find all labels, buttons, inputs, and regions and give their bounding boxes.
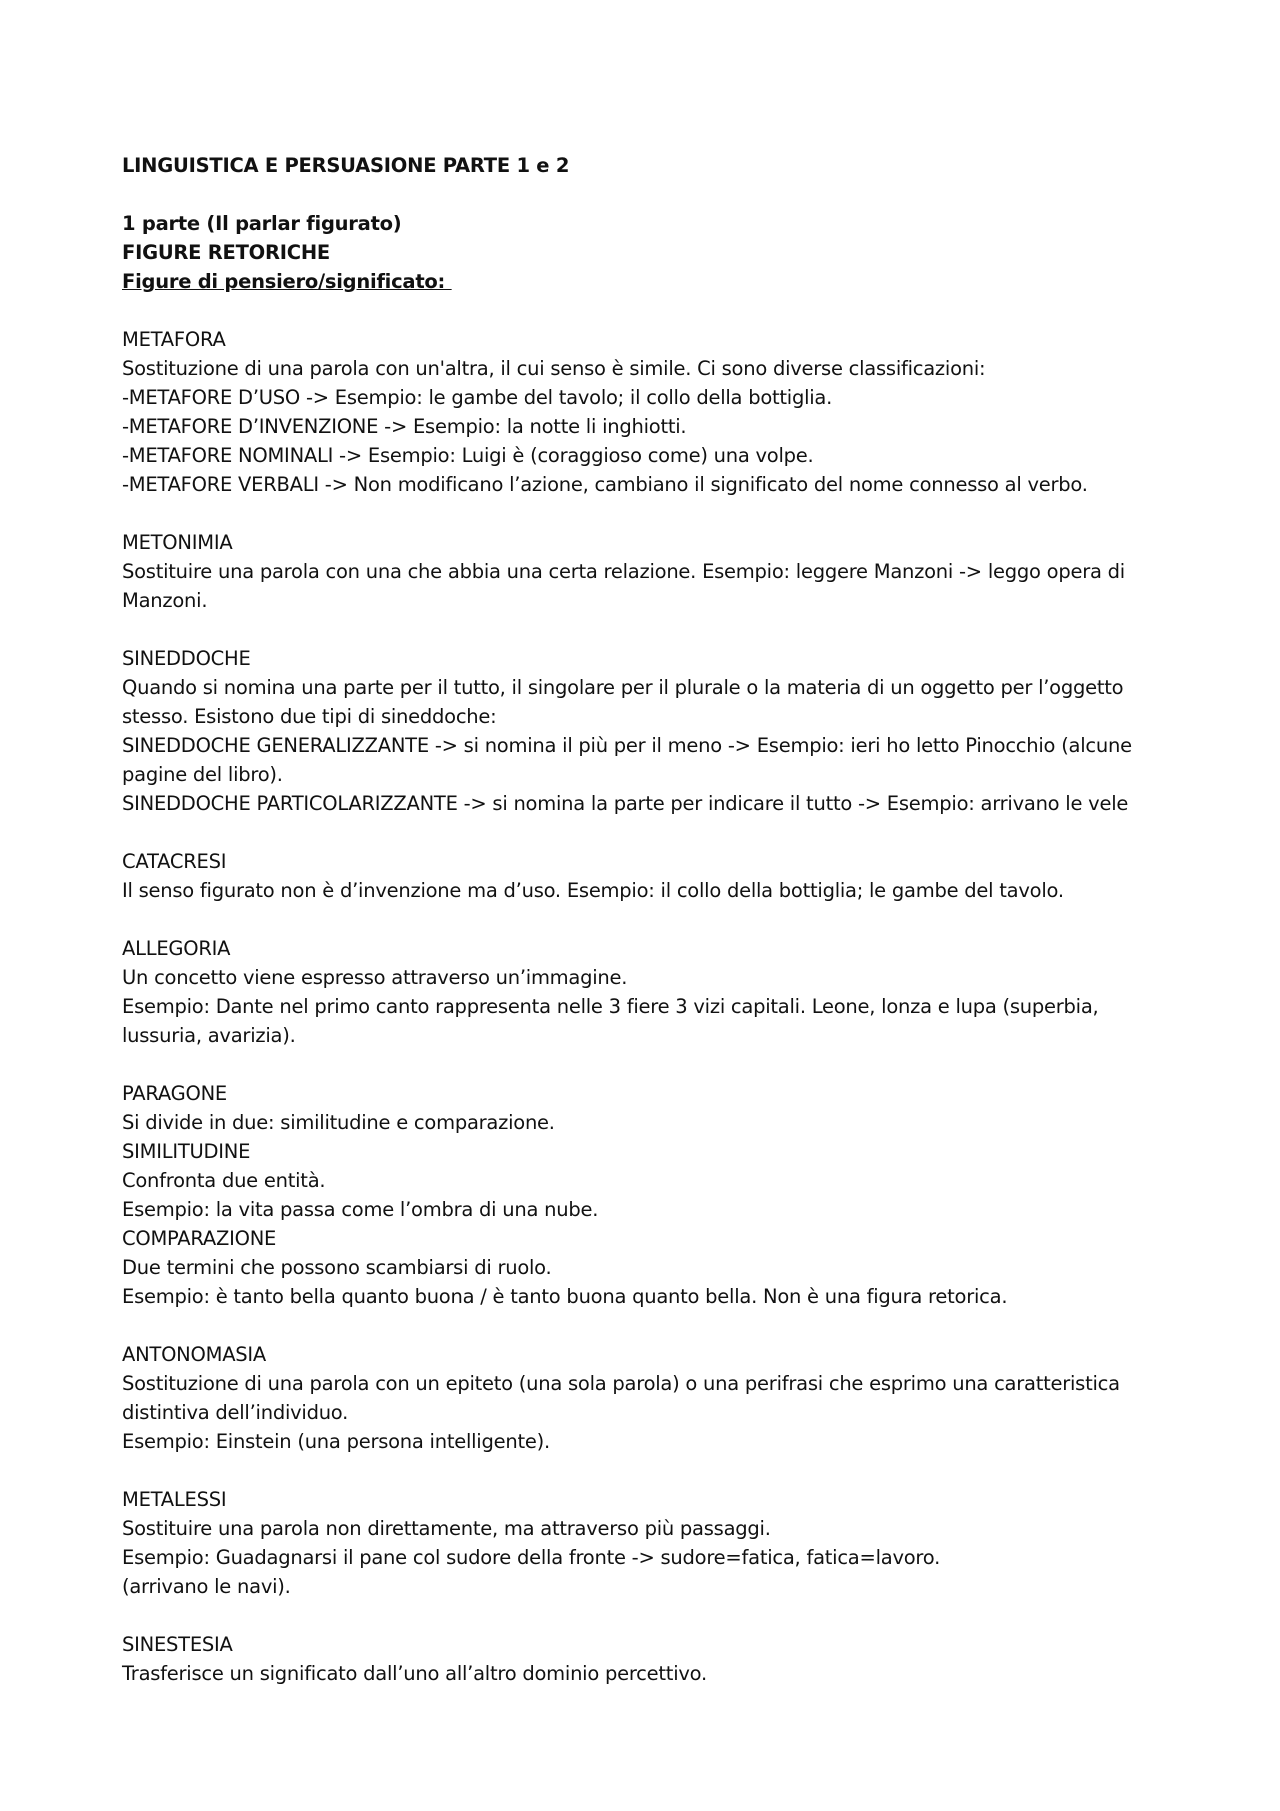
paragraph-line: (arrivano le navi). (122, 1575, 291, 1598)
section-metalessi (122, 1485, 1142, 1601)
section-title: METAFORA (122, 328, 226, 351)
paragraph-line: Quando si nomina una parte per il tutto, il singolare per il plurale o la materia di un oggetto per l’oggetto stesso. Esistono due tipi di sineddoche: (122, 676, 1124, 728)
section-paragone (122, 1079, 1142, 1311)
paragraph-line: -METAFORE D’INVENZIONE -> Esempio: la notte li inghiotti. (122, 415, 687, 438)
section-title: SINEDDOCHE (122, 647, 251, 670)
section-title: ANTONOMASIA (122, 1343, 267, 1366)
document-body (122, 151, 1142, 1688)
paragraph-line: Un concetto viene espresso attraverso un’immagine. (122, 966, 628, 989)
paragraph-line: Confronta due entità. (122, 1169, 326, 1192)
subsection-title: COMPARAZIONE (122, 1227, 277, 1250)
part-heading: 1 parte (Il parlar figurato) (122, 212, 402, 235)
paragraph-line: Trasferisce un significato dall’uno all’altro dominio percettivo. (122, 1662, 707, 1685)
subsection-title: SIMILITUDINE (122, 1140, 251, 1163)
section-title: METONIMIA (122, 531, 233, 554)
section-metafora (122, 325, 1142, 499)
section-metonimia (122, 528, 1142, 615)
paragraph-line: Si divide in due: similitudine e comparazione. (122, 1111, 555, 1134)
paragraph-line: Esempio: Dante nel primo canto rappresenta nelle 3 fiere 3 vizi capitali. Leone, lonza e lupa (superbia, lussuria, avarizia). (122, 995, 1099, 1047)
paragraph-line: -METAFORE VERBALI -> Non modificano l’azione, cambiano il significato del nome connesso al verbo. (122, 473, 1088, 496)
paragraph-line: Esempio: Einstein (una persona intelligente). (122, 1430, 550, 1453)
section-sineddoche (122, 644, 1142, 818)
paragraph-line: Il senso figurato non è d’invenzione ma d’uso. Esempio: il collo della bottiglia; le gambe del tavolo. (122, 879, 1064, 902)
paragraph-line: Sostituzione di una parola con un epiteto (una sola parola) o una perifrasi che esprimo una caratteristica distintiva dell’individuo. (122, 1372, 1120, 1424)
paragraph-line: -METAFORE D’USO -> Esempio: le gambe del tavolo; il collo della bottiglia. (122, 386, 833, 409)
section-title: SINESTESIA (122, 1633, 233, 1656)
section-title: ALLEGORIA (122, 937, 231, 960)
document-title: LINGUISTICA E PERSUASIONE PARTE 1 e 2 (122, 154, 570, 177)
paragraph-line: Esempio: la vita passa come l’ombra di una nube. (122, 1198, 599, 1221)
section-antonomasia (122, 1340, 1142, 1456)
paragraph-line: Sostituire una parola con una che abbia una certa relazione. Esempio: leggere Manzoni -> leggo opera di Manzoni. (122, 560, 1125, 612)
paragraph-line: Due termini che possono scambiarsi di ruolo. (122, 1256, 552, 1279)
paragraph-line: -METAFORE NOMINALI -> Esempio: Luigi è (coraggioso come) una volpe. (122, 444, 814, 467)
section-allegoria (122, 934, 1142, 1050)
subsection-heading: Figure di pensiero/significato: (122, 270, 452, 293)
section-title: PARAGONE (122, 1082, 227, 1105)
paragraph-line: SINEDDOCHE GENERALIZZANTE -> si nomina il più per il meno -> Esempio: ieri ho letto Pinocchio (alcune pagine del libro). (122, 734, 1132, 786)
paragraph-line: Esempio: Guadagnarsi il pane col sudore della fronte -> sudore=fatica, fatica=lavoro. (122, 1546, 941, 1569)
paragraph-line: Sostituzione di una parola con un'altra, il cui senso è simile. Ci sono diverse classificazioni: (122, 357, 986, 380)
section-catacresi (122, 847, 1142, 905)
paragraph-line: SINEDDOCHE PARTICOLARIZZANTE -> si nomina la parte per indicare il tutto -> Esempio: arrivano le vele (122, 792, 1129, 815)
section-title: METALESSI (122, 1488, 227, 1511)
section-heading: FIGURE RETORICHE (122, 241, 330, 264)
section-sinestesia (122, 1630, 1142, 1688)
paragraph-line: Sostituire una parola non direttamente, ma attraverso più passaggi. (122, 1517, 771, 1540)
paragraph-line: Esempio: è tanto bella quanto buona / è tanto buona quanto bella. Non è una figura retorica. (122, 1285, 1008, 1308)
section-title: CATACRESI (122, 850, 227, 873)
